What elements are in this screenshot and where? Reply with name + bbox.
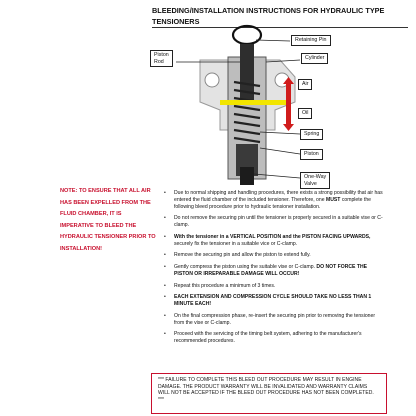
step-emphasis: MUST bbox=[325, 196, 341, 203]
bullet-icon: • bbox=[164, 233, 166, 240]
retaining-pin-loop bbox=[233, 26, 261, 44]
instruction-step bbox=[164, 331, 386, 345]
step-text: Repeat this procedure a minimum of 3 times. bbox=[174, 282, 276, 289]
label-piston: Piston bbox=[300, 149, 323, 160]
step-text-continued: complete the following bleed procedure prior to hydraulic tensioner installation. bbox=[174, 196, 372, 210]
label-one-way-valve: One-Way Valve bbox=[300, 172, 330, 189]
tensioner-diagram bbox=[150, 22, 416, 190]
mounting-hole-left bbox=[205, 73, 219, 87]
step-text: Due to normal shipping and handling procedures, there exists a strong possibility that air has entered the fluid chamber of the included tensioner. Therefore, one bbox=[174, 190, 383, 203]
bleed-note: NOTE: TO ENSURE THAT ALL AIR HAS BEEN EXPELLED FROM THE FLUID CHAMBER, IT IS IMPERATIVE TO BLEED THE HYDRAULIC TENSIONER PRIOR TO INSTALLATION! bbox=[60, 188, 156, 252]
piston-rod bbox=[240, 44, 254, 104]
step-emphasis: EACH EXTENSION AND COMPRESSION CYCLE SHOULD TAKE NO LESS THAN 1 MINUTE EACH! bbox=[174, 294, 372, 307]
step-text: Remove the securing pin and allow the piston to extend fully. bbox=[174, 252, 311, 259]
bullet-icon: • bbox=[164, 215, 166, 222]
step-text: Gently compress the piston using the suitable vise or C-clamp. bbox=[174, 264, 317, 270]
air-oil-arrow bbox=[286, 84, 291, 124]
one-way-valve bbox=[240, 167, 254, 185]
bullet-icon: • bbox=[164, 312, 166, 319]
bullet-icon: • bbox=[164, 331, 166, 338]
bullet-icon: • bbox=[164, 294, 166, 301]
step-text: Proceed with the servicing of the timing belt system, adhering to the manufacturer's recommended procedures. bbox=[174, 331, 362, 344]
step-text: Do not remove the securing pin until the tensioner is properly secured in a suitable vise or C-clamp. bbox=[174, 215, 383, 229]
label-oil: Oil bbox=[298, 108, 312, 119]
arrow-down-icon bbox=[283, 124, 294, 131]
instruction-step bbox=[164, 215, 386, 229]
instruction-step bbox=[164, 252, 386, 259]
label-retaining-pin: Retaining Pin bbox=[291, 35, 331, 46]
instruction-list bbox=[164, 190, 386, 350]
bullet-icon: • bbox=[164, 190, 166, 196]
step-emphasis: DO NOT FORCE THE PISTON OR IRREPARABLE DAMAGE WILL OCCUR! bbox=[174, 264, 368, 277]
bullet-icon: • bbox=[164, 282, 166, 289]
instruction-step bbox=[164, 234, 386, 248]
step-emphasis: With the tensioner in a VERTICAL POSITION and the PISTON FACING UPWARDS, bbox=[174, 233, 371, 240]
instruction-step bbox=[164, 313, 386, 327]
label-piston-rod: Piston Rod bbox=[150, 50, 173, 67]
bullet-icon: • bbox=[164, 252, 166, 259]
label-spring: Spring bbox=[300, 129, 323, 140]
step-text: On the final compression phase, re-insert the securing pin prior to removing the tensioner from the vise or C-clamp. bbox=[174, 312, 376, 326]
warranty-warning: *** FAILURE TO COMPLETE THIS BLEED OUT PROCEDURE MAY RESULT IN ENGINE DAMAGE. THE PRODUCT WARRANTY WILL BE INVALIDATED AND WARRANTY CLAIMS WILL NOT BE ACCEPTED IF THE BLEED OUT PROCEDURE HAS NOT BEEN COMPLETED. *** bbox=[151, 373, 387, 414]
instruction-step bbox=[164, 190, 386, 211]
tensioner-illustration bbox=[150, 22, 416, 190]
instruction-step bbox=[164, 264, 386, 278]
label-cylinder: Cylinder bbox=[301, 53, 328, 64]
instruction-step bbox=[164, 283, 386, 290]
bullet-icon: • bbox=[164, 264, 166, 270]
instruction-step bbox=[164, 294, 386, 308]
page-title: BLEEDING/INSTALLATION INSTRUCTIONS FOR HYDRAULIC TYPE TENSIONERS bbox=[152, 6, 385, 26]
label-air: Air bbox=[298, 79, 312, 90]
oil-band bbox=[220, 100, 290, 105]
step-text-continued: securely fix the tensioner in a suitable vice or C-clamp. bbox=[174, 240, 298, 247]
